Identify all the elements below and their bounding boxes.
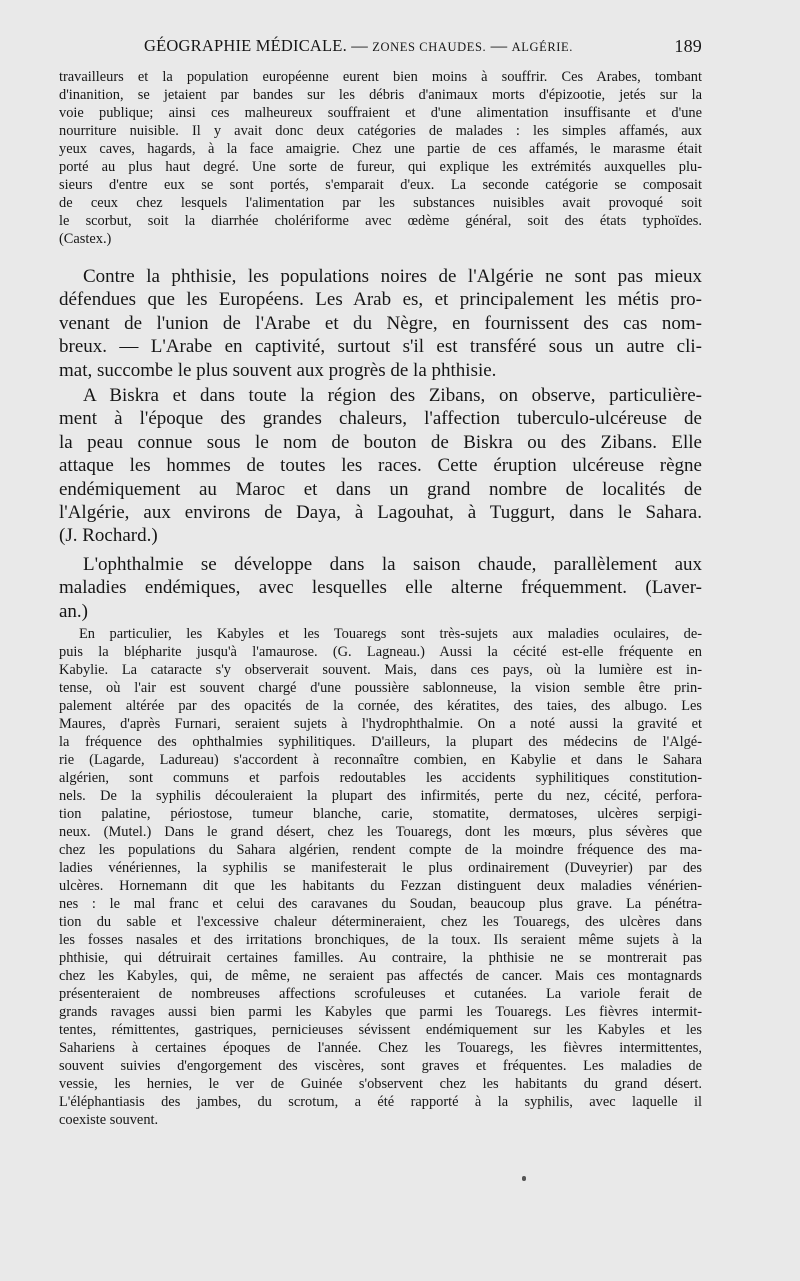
text-line: ment à l'époque des grandes chaleurs, l'affection tuberculo-ulcéreuse de <box>59 408 702 430</box>
text-line: breux. — L'Arabe en captivité, surtout s'il est transféré sous un autre cli- <box>59 336 702 358</box>
text-line: endémiquement au Maroc et dans un grand nombre de localités de <box>59 478 702 500</box>
text-line: sieurs d'entre eux se sont portés, s'emparait d'eux. La seconde catégorie se composait <box>59 177 702 193</box>
paragraph-famine <box>59 68 702 248</box>
text-line: tentes, rémittentes, gastriques, pernicieuses sévissent endémiquement sur les Kabyles et les <box>59 1022 702 1038</box>
text-line: algérien, sont communs et parfois redoutables les accidents syphilitiques constitution- <box>59 770 702 786</box>
text-line: maladies endémiques, avec lesquelles elle alterne fréquemment. (Laver- <box>59 577 702 599</box>
text-line: ladies vénériennes, la syphilis se manifesterait le plus ordinairement (Duveyrier) par des <box>59 860 702 876</box>
text-line: d'inanition, se jetaient par bandes sur les débris d'animaux morts d'épizootie, jetés sur la <box>59 87 702 103</box>
text-line: nes : le mal franc et celui des caravanes du Soudan, beaucoup plus grave. La pénétra- <box>59 896 702 912</box>
text-line: présenteraient de nombreuses affections scrofuleuses et cutanées. La variole ferait de <box>59 986 702 1002</box>
text-line: vessie, les hernies, le ver de Guinée s'observent chez les habitants du grand désert. <box>59 1076 702 1092</box>
text-line: Sahariens à certaines époques de l'année. Chez les Touaregs, les fièvres intermittentes, <box>59 1040 702 1056</box>
text-line: nels. De la syphilis découleraient la plupart des infirmités, perte du nez, cécité, perfora- <box>59 788 702 804</box>
header-main-title: GÉOGRAPHIE MÉDICALE. <box>144 36 347 55</box>
text-line: En particulier, les Kabyles et les Touaregs sont très-sujets aux maladies oculaires, de- <box>79 626 702 642</box>
header-title <box>144 36 573 56</box>
text-line: la fréquence des ophthalmies syphilitiques. D'ailleurs, la plupart des médecins de l'Algé- <box>59 734 702 750</box>
text-line: travailleurs et la population européenne eurent bien moins à souffrir. Ces Arabes, tombant <box>59 69 702 85</box>
text-line: nourriture nuisible. Il y avait donc deux catégories de malades : les simples affamés, aux <box>59 123 702 139</box>
text-line: chez les populations du Sahara algérien, rendent compte de la moindre fréquence des ma- <box>59 842 702 858</box>
text-line: la peau connue sous le nom de bouton de Biskra ou des Zibans. Elle <box>59 431 702 453</box>
text-line: yeux caves, hagards, à la face amaigrie. Chez une partie de ces affamés, le marasme était <box>59 141 702 157</box>
text-line: mat, succombe le plus souvent aux progrès de la phthisie. <box>59 359 497 381</box>
text-line: puis la blépharite jusqu'à l'amaurose. (G. Lagneau.) Aussi la cécité est-elle fréquente en <box>59 644 702 660</box>
text-line: le scorbut, soit la diarrhée cholériforme avec œdème général, soit des états typhoïdes. <box>59 213 702 229</box>
text-line: (J. Rochard.) <box>59 525 158 547</box>
text-line: phthisie, qui détruirait certaines familles. Au contraire, la phthisie ne se montrerait pas <box>59 950 702 966</box>
text-line: tion palatine, périostose, tumeur blanche, carie, stomatite, dermatoses, ulcères serpigi- <box>59 806 702 822</box>
header-dash: — <box>351 36 368 55</box>
text-line: venant de l'union de l'Arabe et du Nègre, en fournissent des cas nom- <box>59 312 702 334</box>
paragraph-kabyles-touaregs <box>59 625 702 1129</box>
text-line: de ceux chez lesquels l'alimentation par les substances nuisibles avait provoqué soit <box>59 195 702 211</box>
text-line: coexiste souvent. <box>59 1112 159 1128</box>
header-dash: — <box>490 36 508 55</box>
text-line: palement altérée par des opacités de la cornée, des kératites, des taies, des albugo. Les <box>59 698 702 714</box>
text-line: neux. (Mutel.) Dans le grand désert, chez les Touaregs, dont les mœurs, plus sévères que <box>59 824 702 840</box>
text-line: L'ophthalmie se développe dans la saison chaude, parallèlement aux <box>83 554 702 575</box>
paragraph-ophthalmie <box>59 553 702 623</box>
text-line: les fosses nasales et des irritations bronchiques, de la toux. Ils seraient même sujets à la <box>59 932 702 948</box>
page-number: 189 <box>674 36 702 56</box>
text-line: chez les Kabyles, qui, de même, ne seraient pas affectés de cancer. Mais ces montagnards <box>59 968 702 984</box>
header-subsection: ALGÉRIE. <box>511 40 573 54</box>
text-line: Contre la phthisie, les populations noires de l'Algérie ne sont pas mieux <box>83 266 702 287</box>
running-header <box>60 36 702 58</box>
paragraph-bouton-de-biskra <box>59 384 702 548</box>
text-line: A Biskra et dans toute la région des Zibans, on observe, particulière- <box>83 385 702 406</box>
text-line: tion du sable et l'excessive chaleur détermineraient, chez les Touaregs, des ulcères dans <box>59 914 702 930</box>
text-line: an.) <box>59 600 89 622</box>
text-line: grands ravages aussi bien parmi les Kabyles que parmi les Touaregs. Les fièvres intermit- <box>59 1004 702 1020</box>
text-line: défendues que les Européens. Les Arab es, et principalement les métis pro- <box>59 289 702 311</box>
text-line: porté au plus haut degré. Une sorte de fureur, qui explique les extrémités auxquelles plu- <box>59 159 702 175</box>
paragraph-phthisie <box>59 265 702 382</box>
text-line: attaque les hommes de toutes les races. Cette éruption ulcéreuse règne <box>59 455 702 477</box>
text-line: tense, où l'air est souvent chargé d'une poussière sablonneuse, la vision semble être prin- <box>59 680 702 696</box>
text-line: Kabylie. La cataracte s'y observerait souvent. Mais, dans ces pays, où la lumière est in- <box>59 662 702 678</box>
header-section: ZONES CHAUDES. <box>372 40 487 54</box>
text-line: Maures, d'après Furnari, seraient sujets à l'hydrophthalmie. On a noté aussi la gravité et <box>59 716 702 732</box>
text-line: ulcères. Hornemann dit que les habitants du Fezzan distinguent deux maladies vénérien- <box>59 878 702 894</box>
text-line: voie publique; ainsi ces malheureux souffraient et d'une alimentation insuffisante et d'une <box>59 105 702 121</box>
text-line: rie (Lagarde, Ladureau) s'accordent à reconnaître combien, en Kabylie et dans le Sahara <box>59 752 702 768</box>
text-line: souvent suivies d'engorgement des viscères, sont graves et fréquentes. Les maladies de <box>59 1058 702 1074</box>
print-speck <box>522 1176 526 1181</box>
text-line: (Castex.) <box>59 231 112 247</box>
text-line: l'Algérie, aux environs de Daya, à Lagouhat, à Tuggurt, dans le Sahara. <box>59 501 702 523</box>
text-line: L'éléphantiasis des jambes, du scrotum, a été rapporté à la syphilis, avec laquelle il <box>59 1094 702 1110</box>
